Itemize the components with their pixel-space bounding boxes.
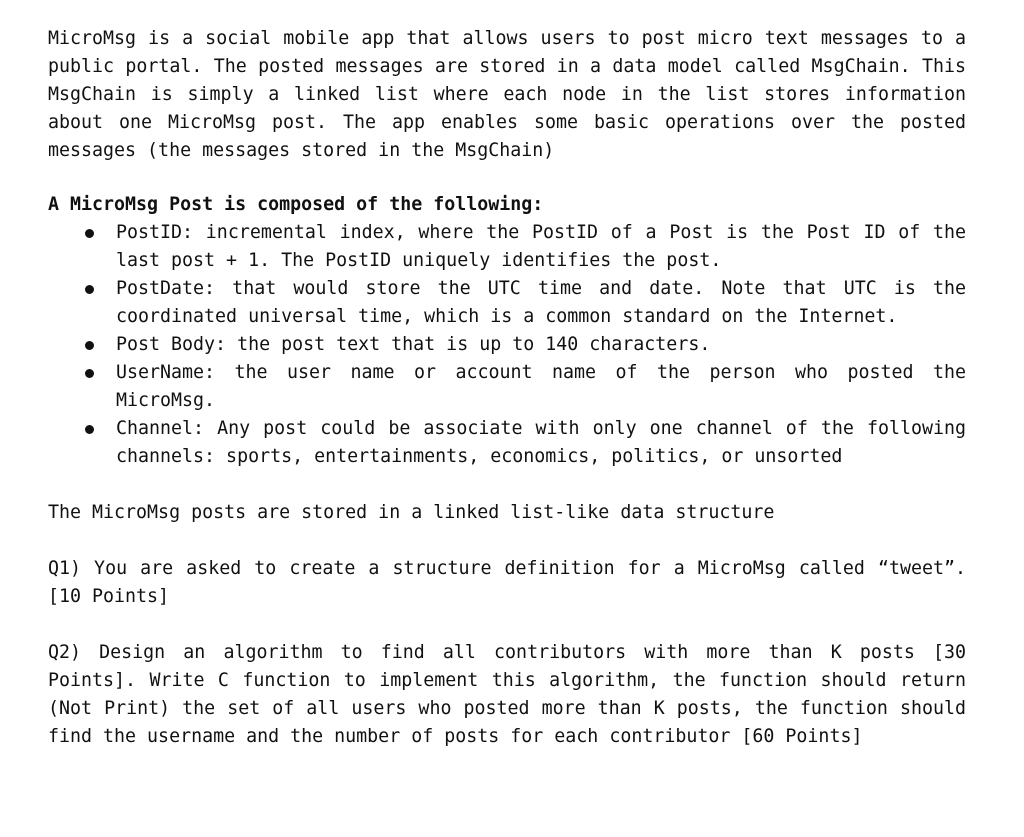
bullet-icon (85, 425, 94, 434)
post-composition-heading: A MicroMsg Post is composed of the following: (48, 194, 544, 215)
post-field-text: Post Body: the post text that is up to 140 characters. (116, 334, 711, 355)
question-1: Q1) You are asked to create a structure definition for a MicroMsg called “tweet”. [10 Points] (48, 558, 966, 607)
post-field-text: UserName: the user name or account name of the person who posted the MicroMsg. (116, 362, 966, 411)
post-fields-list (48, 219, 966, 471)
post-field-postid (48, 219, 966, 275)
post-field-text: PostDate: that would store the UTC time and date. Note that UTC is the coordinated universal time, which is a common standard on the Internet. (116, 278, 966, 327)
post-field-username (48, 359, 966, 415)
spacer (48, 527, 966, 555)
storage-note: The MicroMsg posts are stored in a linked list-like data structure (48, 502, 775, 523)
question-2: Q2) Design an algorithm to find all contributors with more than K posts [30 Points]. Write C function to implement this algorithm, the function should return (Not Print) the set of all users who posted more than K posts, the function should find the username and the number of posts for each contributor [60 Points] (48, 642, 966, 747)
spacer (48, 611, 966, 639)
post-field-postdate (48, 275, 966, 331)
bullet-icon (85, 341, 94, 350)
bullet-icon (85, 285, 94, 294)
bullet-icon (85, 369, 94, 378)
post-field-text: Channel: Any post could be associate with only one channel of the following channels: sports, entertainments, economics, politics, or unsorted (116, 418, 966, 467)
post-field-text: PostID: incremental index, where the PostID of a Post is the Post ID of the last post + 1. The PostID uniquely identifies the post. (116, 222, 966, 271)
spacer (48, 471, 966, 499)
assignment-document (48, 25, 966, 751)
post-field-channel (48, 415, 966, 471)
post-field-body (48, 331, 966, 359)
bullet-icon (85, 229, 94, 238)
intro-paragraph: MicroMsg is a social mobile app that allows users to post micro text messages to a public portal. The posted messages are stored in a data model called MsgChain. This MsgChain is simply a linked list where each node in the list stores information about one MicroMsg post. The app enables some basic operations over the posted messages (the messages stored in the MsgChain) (48, 28, 966, 161)
